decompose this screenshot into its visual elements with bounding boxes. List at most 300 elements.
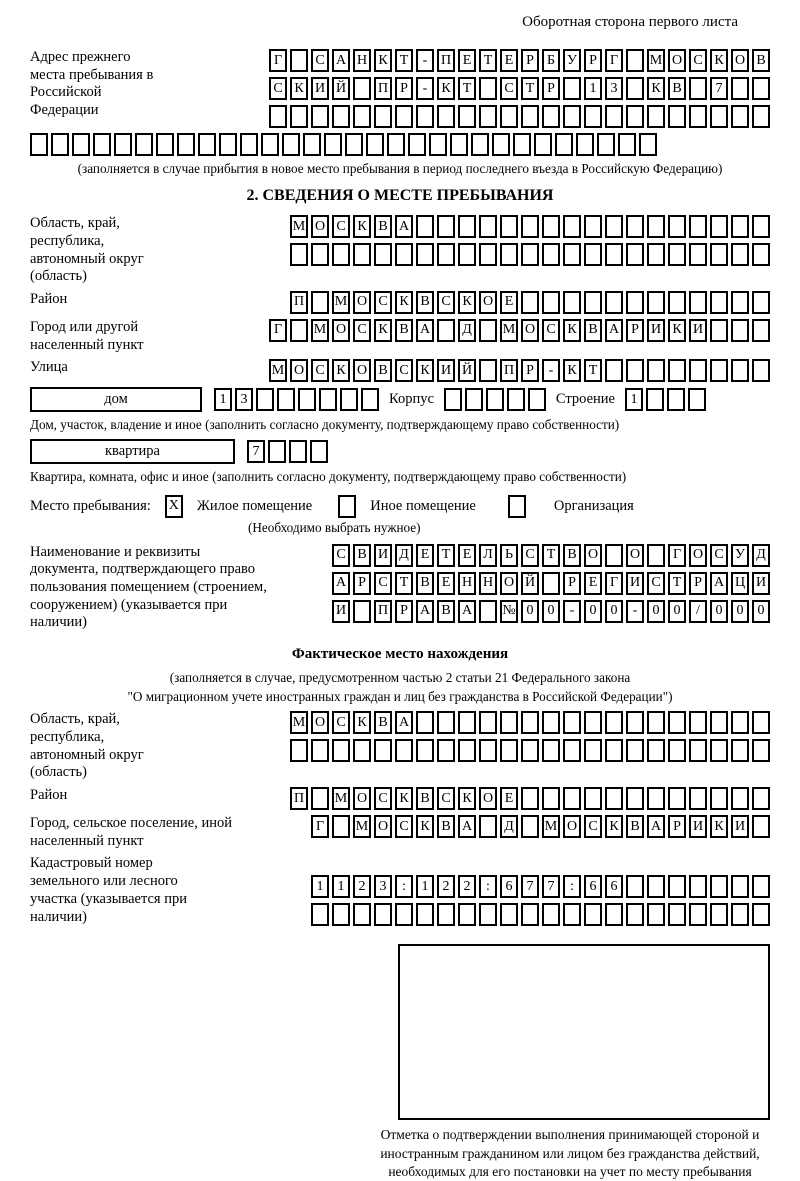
char-cell: В [437, 815, 455, 838]
char-cell [626, 359, 644, 382]
char-cell: Р [668, 815, 686, 838]
cadastral-field [30, 855, 770, 926]
char-cell [639, 133, 657, 156]
char-cell [290, 319, 308, 342]
char-cell: М [353, 815, 371, 838]
char-cell: С [374, 787, 392, 810]
char-cell [395, 739, 413, 762]
char-cell: Р [395, 600, 413, 623]
char-cell [542, 739, 560, 762]
char-cell: 6 [584, 875, 602, 898]
house-type-box: дом [30, 387, 202, 412]
char-cell: С [521, 544, 539, 567]
stay-option-label-organization: Организация [553, 497, 634, 514]
cell-row [290, 291, 770, 314]
char-cell: К [374, 49, 392, 72]
char-cell [521, 291, 539, 314]
char-cell [605, 787, 623, 810]
char-cell: О [353, 359, 371, 382]
char-cell [361, 388, 379, 411]
stroenie-label: Строение [555, 391, 615, 408]
char-cell: Т [395, 49, 413, 72]
char-cell [626, 739, 644, 762]
char-cell [219, 133, 237, 156]
char-cell [542, 903, 560, 926]
char-cell [605, 739, 623, 762]
char-cell: 3 [605, 77, 623, 100]
char-cell: В [416, 572, 434, 595]
char-cell [584, 787, 602, 810]
char-cell [668, 215, 686, 238]
char-cell [500, 243, 518, 266]
char-cell [311, 243, 329, 266]
char-cell: Р [395, 77, 413, 100]
char-cell: 3 [374, 875, 392, 898]
char-cell: Е [584, 572, 602, 595]
char-cell: О [311, 711, 329, 734]
char-cell [521, 243, 539, 266]
char-cell: М [311, 319, 329, 342]
char-cell: М [542, 815, 560, 838]
char-cell [689, 739, 707, 762]
cell-row [332, 572, 770, 595]
char-cell [366, 133, 384, 156]
char-cell: А [416, 319, 434, 342]
char-cell: К [290, 77, 308, 100]
char-cell [710, 711, 728, 734]
char-cell [626, 787, 644, 810]
char-cell: 1 [214, 388, 232, 411]
cell-row [290, 787, 770, 810]
cadastral-rows [311, 875, 770, 926]
char-cell: А [395, 215, 413, 238]
char-cell [521, 215, 539, 238]
char-cell [584, 903, 602, 926]
house-number-cells [214, 388, 379, 411]
char-cell [710, 739, 728, 762]
char-cell: Д [395, 544, 413, 567]
char-cell [528, 388, 546, 411]
stay-type-row [30, 495, 770, 518]
cell-row [269, 77, 770, 100]
char-cell: К [647, 77, 665, 100]
char-cell: К [332, 359, 350, 382]
char-cell [710, 243, 728, 266]
char-cell [458, 215, 476, 238]
char-cell [240, 133, 258, 156]
char-cell [269, 105, 287, 128]
char-cell [290, 105, 308, 128]
char-cell: О [332, 319, 350, 342]
char-cell [479, 711, 497, 734]
char-cell: О [353, 787, 371, 810]
char-cell [710, 291, 728, 314]
char-cell: К [668, 319, 686, 342]
char-cell: Е [458, 49, 476, 72]
char-cell [114, 133, 132, 156]
char-cell [646, 388, 664, 411]
char-cell [542, 787, 560, 810]
char-cell [731, 875, 749, 898]
char-cell: П [290, 291, 308, 314]
char-cell [563, 711, 581, 734]
char-cell [689, 903, 707, 926]
char-cell [668, 359, 686, 382]
char-cell [752, 105, 770, 128]
char-cell: Е [500, 291, 518, 314]
char-cell: С [584, 815, 602, 838]
char-cell [563, 105, 581, 128]
char-cell [710, 359, 728, 382]
char-cell: О [668, 49, 686, 72]
apartment-cells [247, 440, 328, 463]
char-cell [277, 388, 295, 411]
char-cell [290, 49, 308, 72]
char-cell: К [416, 815, 434, 838]
char-cell [310, 440, 328, 463]
char-cell [156, 133, 174, 156]
char-cell [668, 711, 686, 734]
char-cell: С [269, 77, 287, 100]
char-cell: В [437, 600, 455, 623]
char-cell: О [584, 544, 602, 567]
char-cell: Л [479, 544, 497, 567]
region-field [30, 215, 770, 286]
char-cell: Г [269, 319, 287, 342]
char-cell [374, 903, 392, 926]
char-cell: - [563, 600, 581, 623]
char-cell: 7 [542, 875, 560, 898]
char-cell: К [353, 215, 371, 238]
char-cell: Т [668, 572, 686, 595]
char-cell [626, 49, 644, 72]
char-cell: Р [689, 572, 707, 595]
char-cell [647, 544, 665, 567]
char-cell [353, 903, 371, 926]
char-cell: Р [626, 319, 644, 342]
char-cell: К [395, 787, 413, 810]
char-cell [416, 105, 434, 128]
char-cell [576, 133, 594, 156]
char-cell [345, 133, 363, 156]
char-cell: 2 [458, 875, 476, 898]
char-cell: О [374, 815, 392, 838]
char-cell: : [479, 875, 497, 898]
char-cell [282, 133, 300, 156]
char-cell [605, 291, 623, 314]
cell-row [290, 243, 770, 266]
char-cell: Й [458, 359, 476, 382]
char-cell [298, 388, 316, 411]
char-cell: Е [458, 544, 476, 567]
char-cell: С [332, 544, 350, 567]
char-cell [689, 77, 707, 100]
char-cell [395, 105, 413, 128]
char-cell [72, 133, 90, 156]
char-cell [647, 215, 665, 238]
char-cell [311, 739, 329, 762]
char-cell [521, 903, 539, 926]
char-cell: М [290, 711, 308, 734]
cell-row-full-width [30, 133, 770, 156]
char-cell [563, 243, 581, 266]
char-cell [471, 133, 489, 156]
char-cell: 0 [542, 600, 560, 623]
char-cell [437, 903, 455, 926]
char-cell: С [710, 544, 728, 567]
char-cell: К [395, 291, 413, 314]
city-field [30, 319, 770, 354]
char-cell: Р [353, 572, 371, 595]
char-cell: № [500, 600, 518, 623]
char-cell [521, 105, 539, 128]
char-cell [311, 787, 329, 810]
char-cell: В [374, 711, 392, 734]
street-field [30, 359, 770, 382]
char-cell [605, 105, 623, 128]
char-cell [479, 815, 497, 838]
cadastral-label: Кадастровый номер земельного или лесного участка (указывается при наличии) [30, 855, 187, 925]
char-cell: 3 [235, 388, 253, 411]
char-cell [319, 388, 337, 411]
char-cell: С [395, 359, 413, 382]
char-cell: П [374, 77, 392, 100]
char-cell: Е [437, 572, 455, 595]
char-cell [752, 77, 770, 100]
char-cell [563, 787, 581, 810]
char-cell: Р [563, 572, 581, 595]
cell-row [311, 875, 770, 898]
char-cell [752, 875, 770, 898]
char-cell [668, 875, 686, 898]
char-cell [332, 815, 350, 838]
char-cell [479, 243, 497, 266]
char-cell [437, 105, 455, 128]
char-cell: К [353, 711, 371, 734]
char-cell: - [416, 77, 434, 100]
apartment-type-box: квартира [30, 439, 235, 464]
char-cell [416, 711, 434, 734]
char-cell: М [500, 319, 518, 342]
char-cell: Е [416, 544, 434, 567]
char-cell [626, 215, 644, 238]
stroenie-cells [625, 388, 706, 411]
char-cell: В [563, 544, 581, 567]
char-cell [374, 105, 392, 128]
char-cell [542, 291, 560, 314]
char-cell [710, 903, 728, 926]
street-label: Улица [30, 359, 68, 376]
char-cell: Г [269, 49, 287, 72]
cell-row [311, 903, 770, 926]
actual-city-field [30, 815, 770, 850]
char-cell [437, 319, 455, 342]
actual-city-label: Город, сельское поселение, иной населенный пункт [30, 815, 233, 849]
char-cell: 0 [647, 600, 665, 623]
char-cell: / [689, 600, 707, 623]
char-cell: 0 [710, 600, 728, 623]
char-cell [752, 903, 770, 926]
char-cell [542, 105, 560, 128]
char-cell: П [500, 359, 518, 382]
char-cell [710, 787, 728, 810]
char-cell [626, 291, 644, 314]
char-cell [731, 739, 749, 762]
char-cell: О [731, 49, 749, 72]
char-cell [479, 359, 497, 382]
city-label: Город или другой населенный пункт [30, 318, 144, 353]
char-cell [667, 388, 685, 411]
char-cell: М [647, 49, 665, 72]
char-cell [689, 105, 707, 128]
char-cell [507, 388, 525, 411]
char-cell: Т [395, 572, 413, 595]
document-label: Наименование и реквизиты документа, подтверждающего право пользования помещением (строением, сооружением) (указывается при наличии) [30, 543, 267, 631]
char-cell: К [605, 815, 623, 838]
char-cell [647, 787, 665, 810]
char-cell: Р [521, 49, 539, 72]
char-cell [479, 319, 497, 342]
char-cell [542, 572, 560, 595]
char-cell: У [731, 544, 749, 567]
char-cell: О [689, 544, 707, 567]
char-cell [513, 133, 531, 156]
char-cell [492, 133, 510, 156]
char-cell [479, 903, 497, 926]
char-cell: М [332, 291, 350, 314]
char-cell: - [416, 49, 434, 72]
char-cell [668, 243, 686, 266]
region-label: Область, край, республика, автономный округ (область) [30, 215, 144, 285]
char-cell [731, 77, 749, 100]
char-cell [542, 243, 560, 266]
char-cell: К [374, 319, 392, 342]
char-cell: 0 [605, 600, 623, 623]
cell-row [332, 600, 770, 623]
char-cell: С [395, 815, 413, 838]
char-cell [647, 903, 665, 926]
char-cell: 0 [731, 600, 749, 623]
char-cell: О [563, 815, 581, 838]
char-cell: И [626, 572, 644, 595]
char-cell [311, 291, 329, 314]
char-cell [500, 903, 518, 926]
char-cell [437, 711, 455, 734]
char-cell [626, 903, 644, 926]
actual-location-title: Фактическое место нахождения [291, 646, 509, 663]
char-cell [486, 388, 504, 411]
char-cell [605, 215, 623, 238]
char-cell: А [395, 711, 413, 734]
char-cell [324, 133, 342, 156]
char-cell [563, 903, 581, 926]
char-cell [752, 739, 770, 762]
char-cell: А [458, 815, 476, 838]
char-cell: 1 [332, 875, 350, 898]
char-cell: В [416, 291, 434, 314]
korpus-cells [444, 388, 546, 411]
char-cell: О [521, 319, 539, 342]
char-cell: Й [332, 77, 350, 100]
stay-type-note: (Необходимо выбрать нужное) [248, 519, 421, 535]
char-cell [731, 291, 749, 314]
char-cell [311, 105, 329, 128]
char-cell [710, 215, 728, 238]
char-cell [647, 711, 665, 734]
char-cell [290, 243, 308, 266]
char-cell [563, 215, 581, 238]
char-cell: Р [521, 359, 539, 382]
char-cell [584, 105, 602, 128]
char-cell [395, 903, 413, 926]
stay-option-checkbox-organization [508, 495, 526, 518]
char-cell [289, 440, 307, 463]
region-rows [290, 215, 770, 266]
char-cell [479, 600, 497, 623]
actual-region-label: Область, край, республика, автономный округ (область) [30, 711, 144, 781]
char-cell: 1 [416, 875, 434, 898]
char-cell [374, 739, 392, 762]
char-cell: 2 [353, 875, 371, 898]
char-cell [710, 319, 728, 342]
char-cell: А [332, 49, 350, 72]
stamp-area [370, 944, 770, 1181]
char-cell [521, 739, 539, 762]
char-cell [479, 105, 497, 128]
char-cell [332, 739, 350, 762]
char-cell: Ь [500, 544, 518, 567]
char-cell: О [311, 215, 329, 238]
char-cell: В [584, 319, 602, 342]
char-cell [290, 739, 308, 762]
char-cell: К [563, 319, 581, 342]
char-cell [500, 711, 518, 734]
char-cell [689, 359, 707, 382]
char-cell [689, 875, 707, 898]
char-cell [584, 711, 602, 734]
stamp-caption: Отметка о подтверждении выполнения принимающей стороной и иностранным гражданином или лицом без гражданства действий, необходимых для его постановки на учет по месту пребывания [380, 1127, 760, 1179]
char-cell [752, 815, 770, 838]
char-cell [177, 133, 195, 156]
char-cell [353, 77, 371, 100]
char-cell [605, 711, 623, 734]
char-cell: Н [458, 572, 476, 595]
char-cell [731, 787, 749, 810]
apartment-caption: Квартира, комната, офис и иное (заполнить согласно документу, подтверждающему право собственности) [30, 469, 627, 485]
char-cell: Р [584, 49, 602, 72]
char-cell [605, 243, 623, 266]
char-cell [584, 243, 602, 266]
char-cell [437, 243, 455, 266]
char-cell [689, 787, 707, 810]
char-cell: М [269, 359, 287, 382]
cell-row [290, 711, 770, 734]
char-cell [416, 215, 434, 238]
char-cell: К [710, 49, 728, 72]
char-cell: К [416, 359, 434, 382]
char-cell: А [458, 600, 476, 623]
char-cell [353, 739, 371, 762]
char-cell [605, 903, 623, 926]
char-cell [731, 711, 749, 734]
actual-region-rows [290, 711, 770, 762]
char-cell [752, 711, 770, 734]
house-row [30, 387, 770, 412]
cell-row [332, 544, 770, 567]
char-cell [752, 291, 770, 314]
char-cell: Т [437, 544, 455, 567]
char-cell: 7 [710, 77, 728, 100]
